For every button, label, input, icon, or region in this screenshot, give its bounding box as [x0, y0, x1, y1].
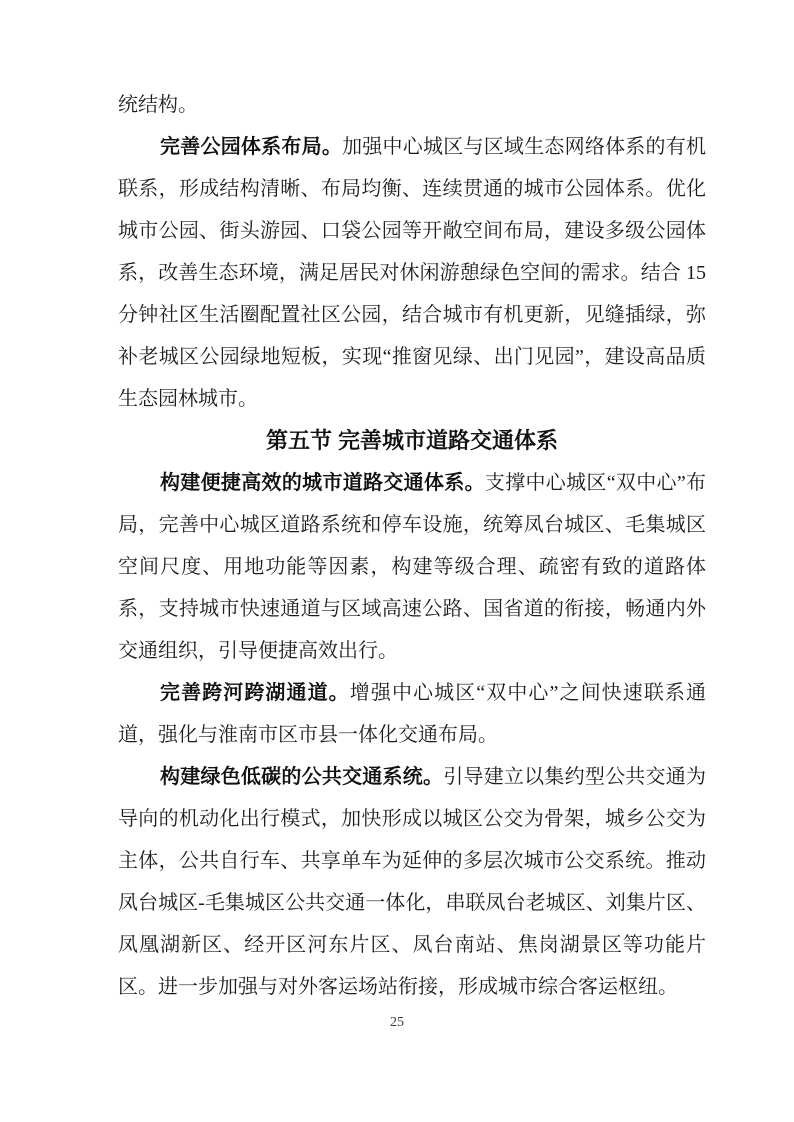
page-number: 25 — [390, 1015, 404, 1030]
paragraph-text: 统结构。 — [118, 94, 198, 116]
paragraph-text: 支撑中心城区“双中心”布局，完善中心城区道路系统和停车设施，统筹凤台城区、毛集城区空间尺度、用地功能等因素，构建等级合理、疏密有致的道路体系，支持城市快速通道与区域高速公路、国省道的衔接，畅通内外交通组织，引导便捷高效出行。 — [118, 472, 706, 662]
section-heading: 第五节 完善城市道路交通体系 — [265, 428, 559, 453]
paragraph — [118, 84, 706, 126]
paragraph — [118, 462, 706, 672]
paragraph-lead: 完善公园体系布局。 — [160, 136, 343, 158]
paragraph-lead: 构建绿色低碳的公共交通系统。 — [160, 766, 444, 788]
paragraph-text: 加强中心城区与区域生态网络体系的有机联系，形成结构清晰、布局均衡、连续贯通的城市公园体系。优化城市公园、街头游园、口袋公园等开敞空间布局，建设多级公园体系，改善生态环境，满足居民对休闲游憩绿色空间的需求。结合 15 分钟社区生活圈配置社区公园，结合城市有机更新，见缝插绿，弥补老城区公园绿地短板，实现“推窗见绿、出门见园”，建设高品质生态园林城市。 — [118, 136, 707, 410]
paragraph — [118, 672, 706, 756]
paragraph-lead: 完善跨河跨湖通道。 — [160, 682, 350, 704]
paragraph-lead: 构建便捷高效的城市道路交通体系。 — [160, 472, 485, 494]
paragraph-text: 增强中心城区“双中心”之间快速联系通道，强化与淮南市区市县一体化交通布局。 — [118, 682, 706, 746]
paragraph — [118, 126, 706, 420]
page-content — [118, 84, 706, 1008]
paragraph-text: 引导建立以集约型公共交通为导向的机动化出行模式，加快形成以城区公交为骨架，城乡公交为主体，公共自行车、共享单车为延伸的多层次城市公交系统。推动凤台城区-毛集城区公共交通一体化，串联凤台老城区、刘集片区、凤凰湖新区、经开区河东片区、凤台南站、焦岗湖景区等功能片区。进一步加强与对外客运场站衔接，形成城市综合客运枢纽。 — [118, 766, 707, 998]
paragraph — [118, 756, 706, 1008]
